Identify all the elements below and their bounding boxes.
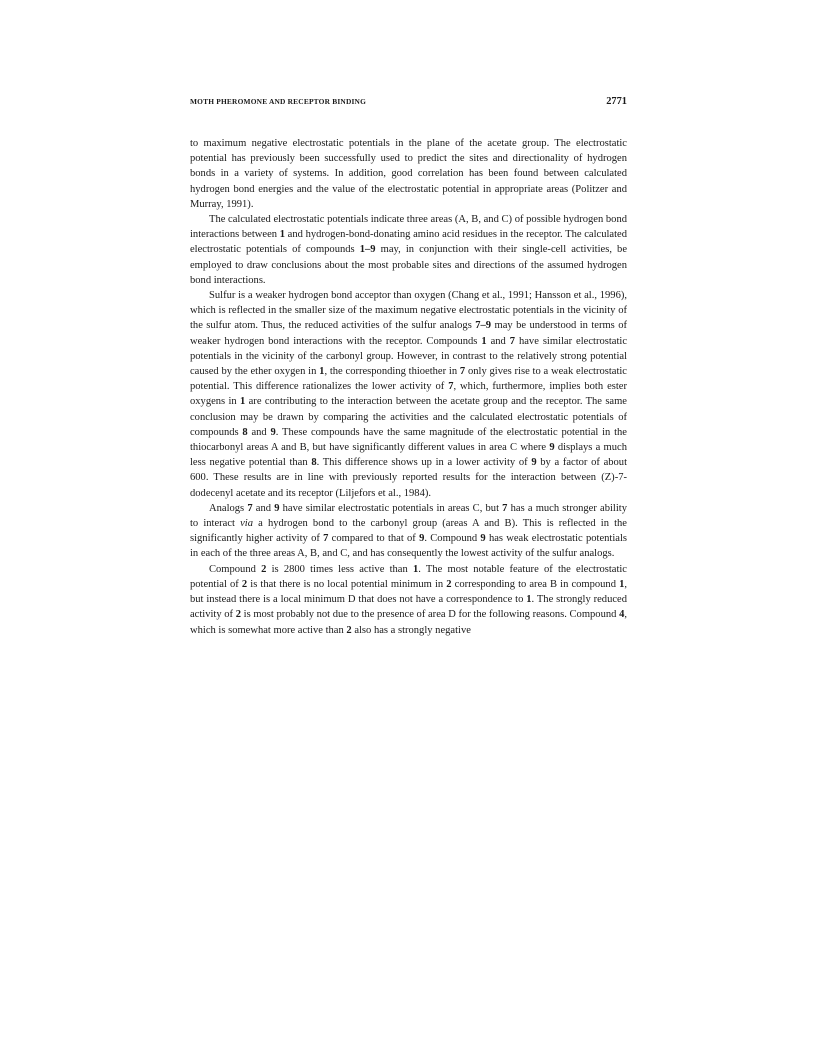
body-text bbox=[190, 136, 627, 638]
page-number: 2771 bbox=[606, 96, 627, 107]
paragraph: Compound 2 is 2800 times less active than 1. The most notable feature of the electrostatic potential of 2 is that there is no local potential minimum in 2 corresponding to area B in compound 1, but instead there is a local minimum D that does not have a correspondence to 1. The strongly reduced activity of 2 is most probably not due to the presence of area D for the following reasons. Compound 4, which is somewhat more active than 2 also has a strongly negative bbox=[190, 563, 627, 636]
italic-term: via bbox=[240, 518, 253, 530]
compound-number: 1 bbox=[319, 366, 325, 378]
compound-number: 2 bbox=[446, 578, 452, 590]
compound-number: 2 bbox=[241, 578, 248, 590]
compound-number: 9 bbox=[419, 533, 425, 545]
compound-number: 8 bbox=[242, 426, 248, 438]
compound-number: 7 bbox=[247, 502, 253, 514]
paragraph: The calculated electrostatic potentials indicate three areas (A, B, and C) of possible hydrogen bond interactions between 1 and hydrogen-bond-donating amino acid residues in the receptor. The calculated electrostatic potentials of compounds 1–9 may, in conjunction with their single-cell activities, be employed to draw conclusions about the most probable sites and directions of the assumed hydrogen bond interactions. bbox=[190, 214, 628, 286]
compound-number: 9 bbox=[480, 533, 486, 545]
compound-number: 4 bbox=[619, 609, 625, 621]
compound-number: 9 bbox=[531, 457, 537, 469]
running-head bbox=[190, 96, 627, 114]
compound-number: 1 bbox=[619, 578, 625, 590]
paragraph: Sulfur is a weaker hydrogen bond acceptor than oxygen (Chang et al., 1991; Hansson et al., 1996), which is reflected in the smaller size of the maximum negative electrostatic potentials in the vicinity of the sulfur atom. Thus, the reduced activities of the sulfur analogs 7–9 may be understood in terms of weaker hydrogen bond interactions with the receptor. Compounds 1 and 7 have similar electrostatic potentials in the vicinity of the carbonyl group. However, in contrast to the relatively strong potential caused by the ether oxygen in 1, the corresponding thioether in 7 only gives rise to a weak electrostatic potential. This difference rationalizes the lower activity of 7, which, furthermore, implies both ester oxygens in 1 are contributing to the interaction between the acetate group and the receptor. The same conclusion may be drawn by comparing the activities and the calculated electrostatic potentials of compounds 8 and 9. These compounds have the same magnitude of the electrostatic potential in the thiocarbonyl areas A and B, but have significantly different values in area C where 9 displays a much less negative potential than 8. This difference shows up in a lower activity of 9 by a factor of about 600. These results are in line with previously reported results for the interaction between (Z)-7-dodecenyl acetate and its receptor (Liljefors et al., 1984). bbox=[190, 290, 628, 499]
compound-number: 9 bbox=[549, 442, 555, 454]
compound-number: 1 bbox=[526, 594, 532, 606]
running-title: MOTH PHEROMONE AND RECEPTOR BINDING bbox=[190, 97, 367, 106]
compound-number: 2 bbox=[346, 624, 352, 636]
compound-number: 7 bbox=[459, 366, 466, 378]
compound-number: 2 bbox=[261, 563, 267, 575]
compound-number: 7 bbox=[509, 335, 516, 347]
compound-number: 1–9 bbox=[359, 244, 376, 256]
compound-number: 2 bbox=[235, 609, 241, 621]
compound-number: 7 bbox=[323, 533, 329, 545]
paragraph: Analogs 7 and 9 have similar electrostatic potentials in areas C, but 7 has a much stronger ability to interact via a hydrogen bond to the carbonyl group (areas A and B). This is reflected in the significantly higher activity of 7 compared to that of 9. Compound 9 has weak electrostatic potentials in each of the three areas A, B, and C, and has consequently the lowest activity of the sulfur analogs. bbox=[190, 502, 627, 560]
compound-number: 1 bbox=[412, 563, 419, 575]
compound-number: 1 bbox=[481, 335, 487, 347]
compound-number: 7 bbox=[502, 502, 508, 514]
compound-number: 1 bbox=[240, 396, 246, 408]
compound-number: 7 bbox=[448, 381, 454, 393]
compound-number: 9 bbox=[270, 426, 276, 438]
compound-number: 1 bbox=[279, 229, 285, 241]
compound-number: 9 bbox=[274, 502, 280, 514]
compound-number: 7–9 bbox=[475, 320, 492, 332]
paragraph: to maximum negative electrostatic potentials in the plane of the acetate group. The electrostatic potential has previously been successfully used to predict the sites and directionality of hydrogen bonds in a variety of systems. In addition, good correlation has been found between calculated hydrogen bond energies and the value of the electrostatic potential in appropriate areas (Politzer and Murray, 1991). bbox=[190, 138, 627, 210]
journal-page bbox=[190, 96, 627, 638]
compound-number: 8 bbox=[311, 457, 317, 469]
